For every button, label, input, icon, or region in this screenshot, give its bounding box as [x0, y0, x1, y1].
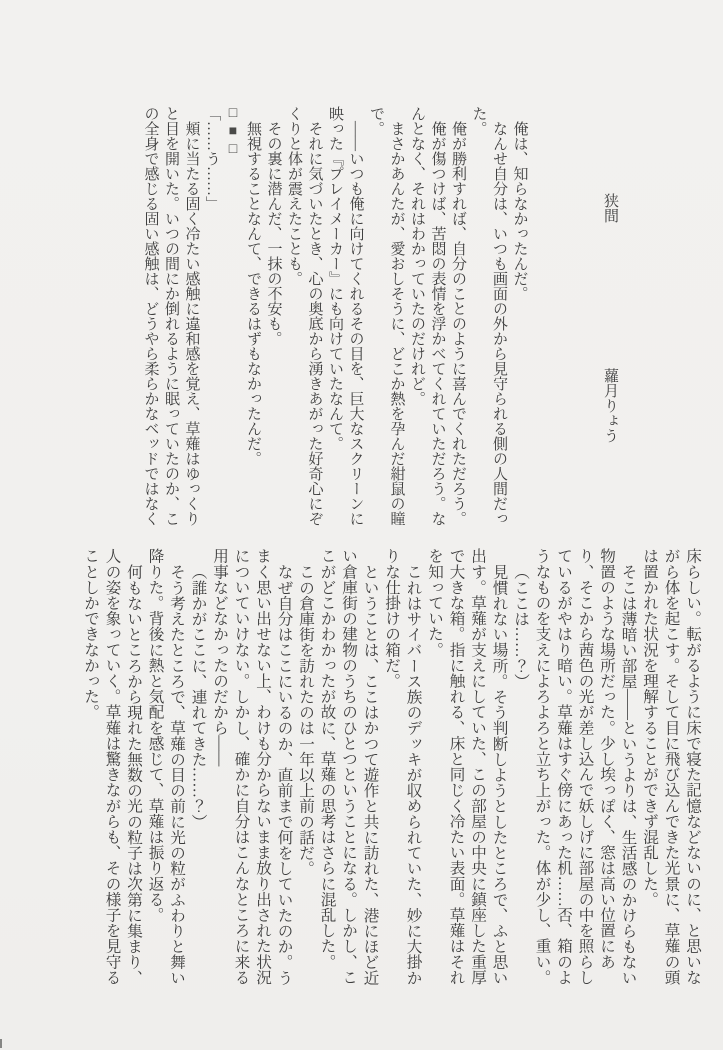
dialogue-line: 「……う……」 — [204, 106, 220, 211]
paragraph: それに気づいたとき、心の奥底から湧きあがった好奇心にぞくりと体が震えたことも。 — [286, 106, 323, 526]
author-name: 蘿月りょう — [602, 368, 618, 443]
paragraph: 床らしい。転がるように床で寝た記憶などないのに、と思いながら体を起こす。そして目に飛び込んできた光景に、草薙の頭は置かれた状況を理解することができず混乱した。 — [641, 548, 701, 985]
paragraph: この倉庫街を訪れたのは一年以上前の話だ。 — [297, 563, 314, 876]
paragraph: なんせ自分は、いつも画面の外から見守られる側の人間だった。 — [470, 106, 507, 526]
paragraph: まさかあんたが、愛おしそうに、どこか熱を孕んだ紺鼠の瞳で。 — [368, 106, 405, 526]
thought-line: （ここは……？） — [512, 563, 529, 689]
story-title: 狭間 — [602, 193, 618, 223]
paragraph: これはサイバース族のデッキが収められていた、妙に大掛かりな仕掛けの箱だ。 — [383, 548, 422, 985]
paragraph: 無視することなんて、できるはずもなかったんだ。 — [245, 121, 261, 466]
paragraph: そこは薄暗い部屋――というよりは、生活感のかけらもない物置のような場所だった。少し埃っぽく、窓は高い位置にあり、そこから茜色の光が差し込んで妖しげに部屋の中を照らしているがやはり暗い。草薙はすぐ傍にあった机……否、箱のようなものを支えによろよろと立ち上がった。体が少し、重い。 — [533, 548, 637, 985]
paragraph: その裏に潜んだ、一抹の不安も。 — [265, 121, 282, 346]
title-column — [600, 106, 621, 530]
paragraph: ということは、ここはかつて遊作と共に訪れた、港にほど近い倉庫街の建物のうちのひとつということになる。しかし、ここがどこかわかったが故に、草薙の思考はさらに混乱した。 — [318, 548, 379, 985]
paragraph: 俺が傷つけば、苦悶の表情を浮かべてくれていただろう。なんとなく、それはわかっていたのだけれど。 — [409, 106, 446, 526]
paragraph: 俺は、知らなかったんだ。 — [511, 121, 528, 301]
paragraph: 見慣れない場所。そう判断しようとしたところで、ふと思い出す。草薙が支えにしていた、この部屋の中央に鎮座した重厚で大きな箱。指に触れる、床と同じく冷たい表面。草薙はそれを知っていた。 — [426, 548, 508, 985]
paragraph: なぜ自分はここにいるのか、直前まで何をしていたのか。うまく思い出せない上、わけも分からないまま放り出された状況についていけない。しかし、確かに自分はこんなところに来る用事などなかったのだから―― — [211, 548, 293, 985]
paragraph: ――いつも俺に向けてくれるその目を、巨大なスクリーンに映った『プレイメーカー』にも向けていたなんて。 — [327, 106, 364, 526]
section-divider: □■□ — [225, 106, 241, 160]
paragraph: そう考えたところで、草薙の目の前に光の粒がふわりと舞い降りた。背後に熱と気配を感じて、草薙は振り返る。 — [146, 548, 185, 985]
thought-line: （誰かがここに、連れてきた……？） — [189, 563, 207, 829]
bottom-section — [80, 548, 704, 994]
paragraph: 何もないところから現れた無数の光の粒子は次第に集まり、人の姿を象っていく。草薙は驚きながらも、その様子を見守ることしかできなかった。 — [82, 548, 142, 985]
paragraph: 俺が勝利すれば、自分のことのように喜んでくれただろう。 — [450, 121, 466, 526]
paragraph: 頬に当たる固く冷たい感触に違和感を覚え、草薙はゆっくりと目を開いた。いつの間にか倒れるように眠っていたのか、この全身で感じる固い感触は、どうやら柔らかなベッドではなく — [142, 106, 200, 526]
top-section — [140, 106, 620, 530]
